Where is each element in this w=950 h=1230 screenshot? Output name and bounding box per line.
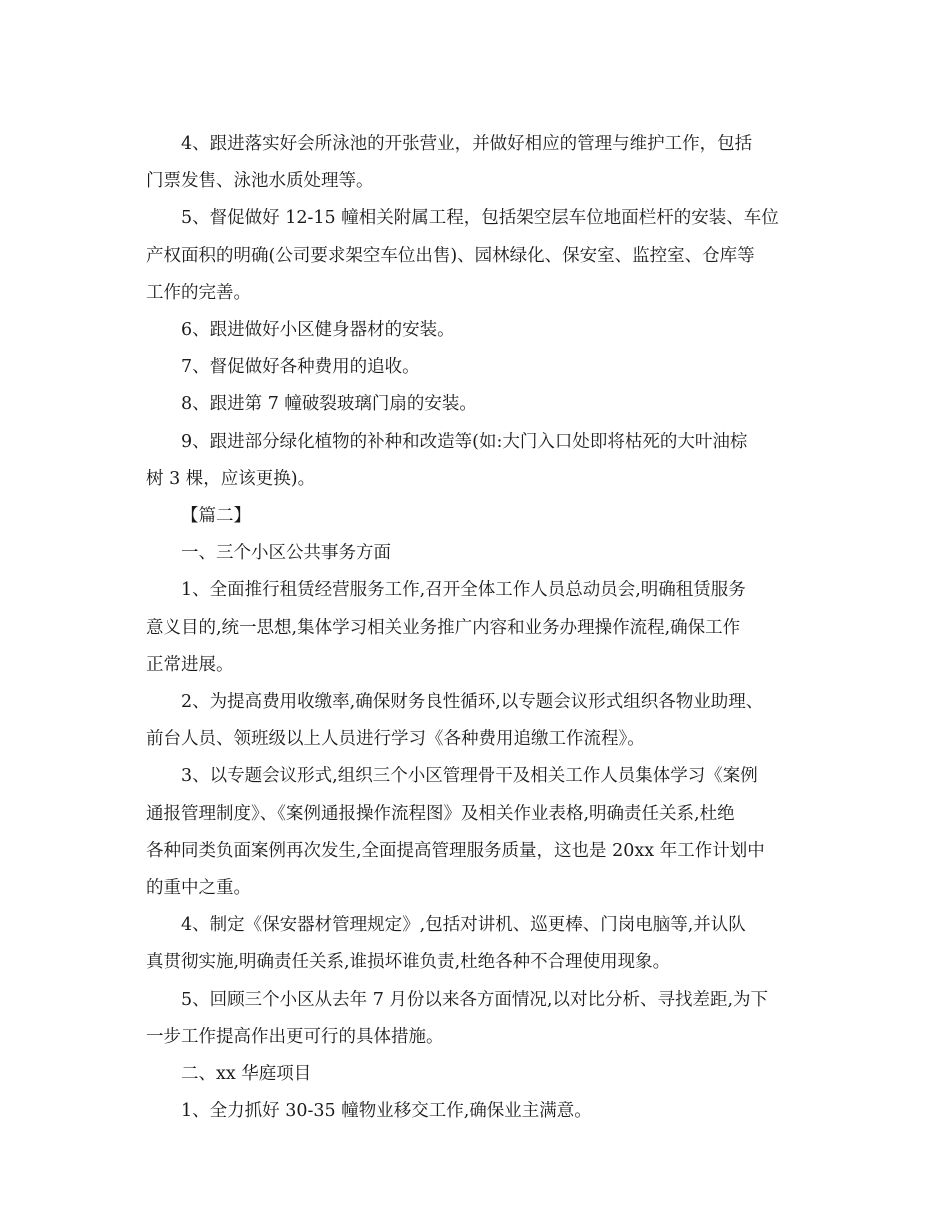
text-line: 工作的完善。	[146, 282, 251, 303]
text-line: 1、全力抓好 30-35 幢物业移交工作,确保业主满意。	[181, 1101, 592, 1122]
text-line: 各种同类负面案例再次发生,全面提高管理服务质量，这也是 20xx 年工作计划中	[146, 840, 765, 861]
paragraph-item-5	[146, 200, 812, 312]
section-heading-public-affairs	[146, 535, 812, 572]
paragraph-item-9	[146, 424, 812, 498]
text-line: 8、跟进第 7 幢破裂玻璃门扇的安装。	[181, 394, 477, 415]
paragraph-item-4	[146, 126, 812, 200]
text-line: 1、全面推行租赁经营服务工作,召开全体工作人员总动员会,明确租赁服务	[181, 580, 746, 601]
text-line: 的重中之重。	[146, 878, 251, 899]
text-line: 产权面积的明确(公司要求架空车位出售)、园林绿化、保安室、监控室、仓库等	[146, 245, 755, 266]
section-heading-project	[146, 1056, 812, 1093]
text-line: 通报管理制度》、《案例通报操作流程图》及相关作业表格,明确责任关系,杜绝	[146, 803, 735, 824]
text-line: 2、为提高费用收缴率,确保财务良性循环,以专题会议形式组织各物业助理、	[181, 692, 764, 713]
text-line: 树 3 棵，应该更换)。	[146, 468, 316, 489]
text-line: 6、跟进做好小区健身器材的安装。	[181, 320, 455, 341]
text-line: 【篇二】	[181, 506, 251, 527]
paragraph-item-1	[146, 572, 812, 684]
text-line: 4、跟进落实好会所泳池的开张营业，并做好相应的管理与维护工作，包括	[181, 134, 753, 154]
text-line: 4、制定《保安器材管理规定》,包括对讲机、巡更棒、门岗电脑等,并认队	[181, 915, 746, 936]
text-line: 5、回顾三个小区从去年 7 月份以来各方面情况,以对比分析、寻找差距,为下	[181, 989, 769, 1010]
paragraph-item-6	[146, 312, 812, 349]
paragraph-item-1b	[146, 1093, 812, 1130]
text-line: 意义目的,统一思想,集体学习相关业务推广内容和业务办理操作流程,确保工作	[146, 617, 741, 638]
text-line: 5、督促做好 12-15 幢相关附属工程，包括架空层车位地面栏杆的安装、车位	[181, 208, 779, 229]
text-line: 正常进展。	[146, 654, 234, 675]
text-line: 7、督促做好各种费用的追收。	[181, 357, 420, 378]
text-line: 前台人员、领班级以上人员进行学习《各种费用追缴工作流程》。	[146, 729, 645, 750]
paragraph-item-2	[146, 684, 812, 758]
paragraph-item-3	[146, 758, 812, 907]
text-line: 真贯彻实施,明确责任关系,谁损坏谁负责,杜绝各种不合理使用现象。	[146, 952, 671, 973]
paragraph-item-5b	[146, 982, 812, 1056]
text-line: 3、以专题会议形式,组织三个小区管理骨干及相关工作人员集体学习《案例	[181, 766, 758, 787]
text-line: 9、跟进部分绿化植物的补种和改造等(如:大门入口处即将枯死的大叶油棕	[181, 431, 748, 452]
text-line: 二、xx 华庭项目	[181, 1064, 312, 1085]
section-heading-part-two	[146, 498, 812, 535]
paragraph-item-4b	[146, 907, 812, 981]
paragraph-item-7	[146, 349, 812, 386]
paragraph-item-8	[146, 386, 812, 423]
document-page	[146, 126, 812, 1130]
text-line: 门票发售、泳池水质处理等。	[146, 171, 374, 192]
text-line: 一步工作提高作出更可行的具体措施。	[146, 1026, 444, 1047]
text-line: 一、三个小区公共事务方面	[181, 543, 391, 564]
